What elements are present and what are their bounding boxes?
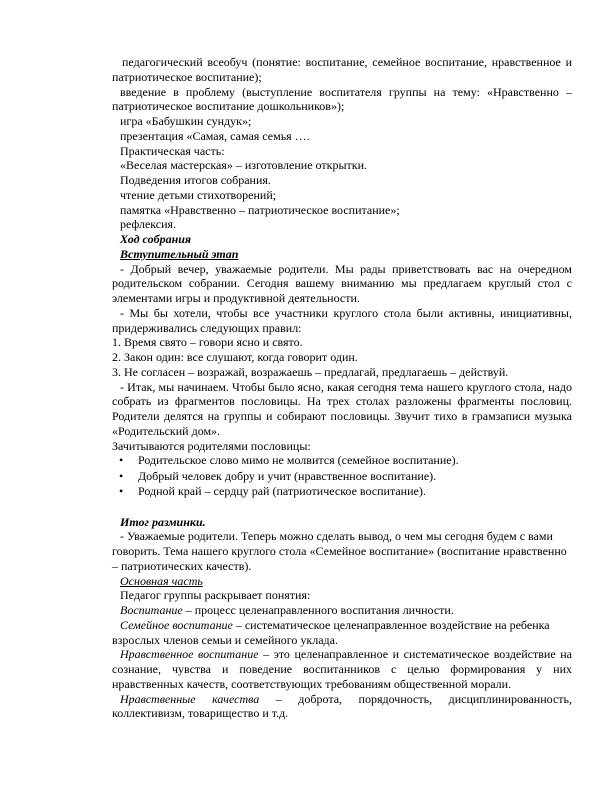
agenda-item: рефлексия. [120,217,177,232]
list-item [112,484,572,500]
definition [112,603,572,618]
course-heading: Ход собрания [120,232,192,246]
agenda-item: презентация «Самая, самая семья …. [120,128,310,143]
agenda-item: «Веселая мастерская» – изготовление открытки. [120,158,367,173]
rule-item: 1. Время свято – говори ясно и свято. [112,335,303,350]
warmup-paragraph: - Уважаемые родители. Теперь можно сделать вывод, о чем мы сегодня будем с вами говорить. Тема нашего круглого стола «Семейное воспитание» (воспитание нравственно – патриотических качеств). [112,529,567,573]
list-item [112,469,572,485]
proverb-text: Родной край – сердцу рай (патриотическое воспитание). [138,484,426,499]
agenda-item: игра «Бабушкин сундук»; [120,114,252,128]
rule-item: 3. Не согласен – возражай, возражаешь – предлагай, предлагаешь – действуй. [112,364,509,379]
intro-heading: Вступительный этап [120,246,239,261]
definition-text: – доброта, порядочность, дисциплинированность, коллективизм, товарищество и т.д. [112,691,572,721]
intro-paragraph: - Мы бы хотели, чтобы все участники круглого стола были активны, инициативны, придерживались следующих правил: [112,305,572,335]
definition-text: – систематическое целенаправленное воздействие на ребенка взрослых членов семьи и семейного уклада. [112,617,550,647]
start-paragraph: - Итак, мы начинаем. Чтобы было ясно, какая сегодня тема нашего круглого стола, надо собрать из фрагментов пословицы. На трех столах разложены фрагменты пословиц. Родители делятся на группы и собирают пословицы. Звучит тихо в грамзаписи музыка «Родительский дом». [112,379,572,438]
bullet-icon: • [119,453,124,468]
proverb-text: Добрый человек добру и учит (нравственное воспитание). [138,468,437,483]
main-intro: Педагог группы раскрывает понятия: [120,588,311,603]
definition-text: – это целенаправленное и систематическое воздействие на сознание, чувства и поведение воспитанников с целью формирования у них нравственных качеств, соответствующих требованиям общественной морали. [112,647,572,691]
warmup-heading: Итог разминки. [120,514,206,529]
agenda-item: введение в проблему (выступление воспитателя группы на тему: «Нравственно – патриотическое воспитание дошкольников»); [112,84,572,114]
definition-term: Нравственное воспитание [120,647,259,662]
definition-term: Семейное воспитание [120,617,233,632]
definition-term: Нравственные качества [120,691,260,706]
proverbs-intro: Зачитываются родителями пословицы: [112,438,311,453]
agenda-item: Подведения итогов собрания. [120,173,271,187]
document-page [112,55,572,721]
agenda-item: чтение детьми стихотворений; [120,187,277,202]
definition-term: Воспитание [120,603,183,618]
bullet-icon: • [119,468,124,483]
definition [112,647,572,691]
definition-text: – процесс целенаправленного воспитания личности. [182,603,454,618]
definition [112,618,572,648]
proverbs-list [112,453,572,500]
agenda-item: памятка «Нравственно – патриотическое воспитание»; [120,202,400,217]
bullet-icon: • [119,484,124,499]
spacer [112,500,572,515]
proverb-text: Родительское слово мимо не молвится (семейное воспитание). [138,453,459,468]
agenda-item: педагогический всеобуч (понятие: воспитание, семейное воспитание, нравственное и патриотическое воспитание); [112,55,572,84]
definition [112,692,572,722]
main-heading: Основная часть [120,573,203,588]
rule-item: 2. Закон один: все слушают, когда говорит один. [112,350,358,364]
agenda-item: Практическая часть: [120,143,225,158]
list-item [112,453,572,469]
intro-paragraph: - Добрый вечер, уважаемые родители. Мы рады приветствовать вас на очередном родительском собрании. Сегодня вашему вниманию мы предлагаем круглый стол с элементами игры и продуктивной деятельности. [112,261,572,305]
